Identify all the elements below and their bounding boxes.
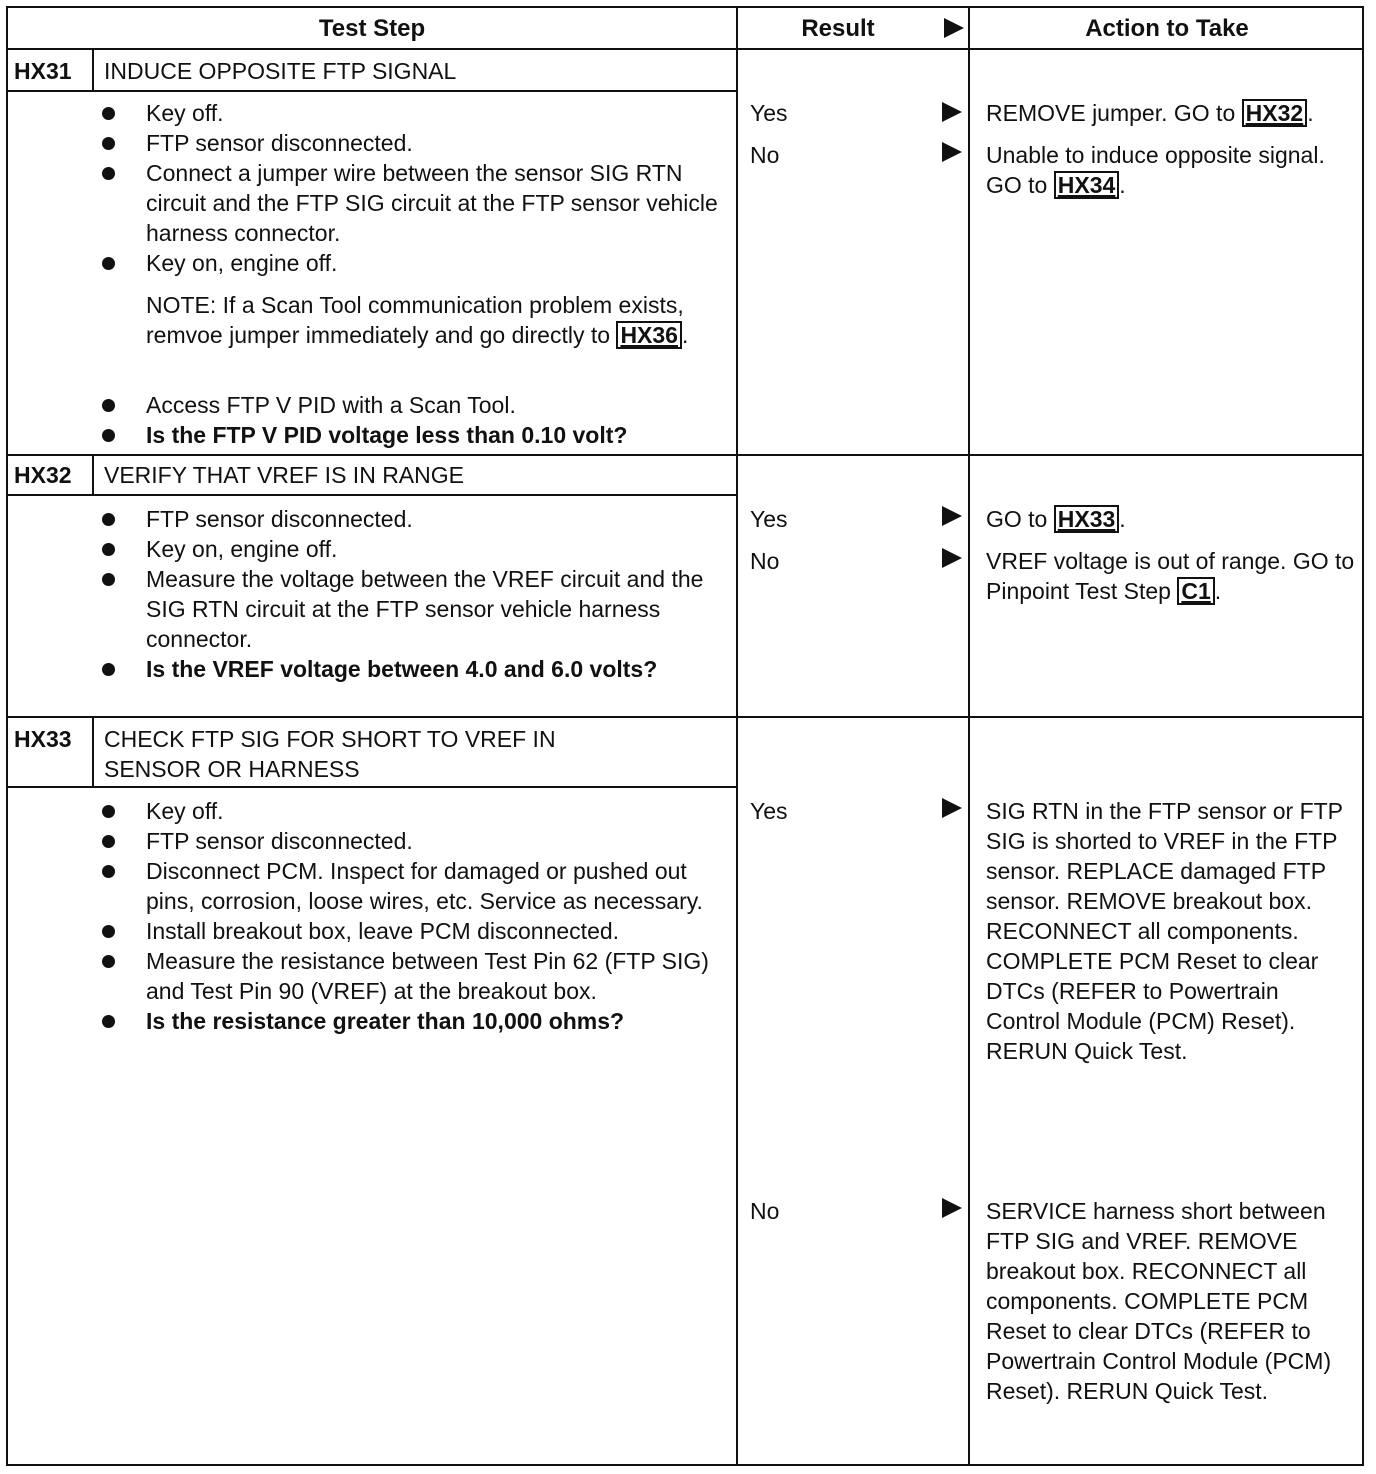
step-id-hx33: HX33 <box>14 726 72 752</box>
column-divider-result <box>736 8 738 1464</box>
action-text: GO to HX33 . <box>986 506 1126 532</box>
action-text: SERVICE harness short between FTP SIG and VREF. REMOVE breakout box. RECONNECT all components. COMPLETE PCM Reset to clear DTCs (REFER to Powertrain Control Module (PCM) Reset). RERUN Quick Test. <box>986 1198 1332 1404</box>
result-no: No <box>750 1198 780 1224</box>
action-text: SIG RTN in the FTP sensor or FTP SIG is shorted to VREF in the FTP sensor. REPLACE damaged FTP sensor. REMOVE breakout box. RECONNECT all components. COMPLETE PCM Reset to clear DTCs (REFER to Powertrain Control Module (PCM) Reset). RERUN Quick Test. <box>986 798 1343 1064</box>
step-id-hx32: HX32 <box>14 462 72 488</box>
step-title-hx32: VERIFY THAT VREF IS IN RANGE <box>104 462 464 488</box>
header-arrow-icon <box>944 18 964 38</box>
header-test-step: Test Step <box>318 15 426 42</box>
list-item: Key on, engine off. <box>100 248 720 278</box>
result-arrow-icon <box>942 798 962 818</box>
step-id-divider <box>92 48 94 92</box>
step-ref-link[interactable]: HX36 <box>616 321 682 349</box>
list-item: Measure the voltage between the VREF circuit and the SIG RTN circuit at the FTP sensor vehicle harness connector. <box>100 564 720 654</box>
result-arrow-icon <box>942 102 962 122</box>
list-item: Key off. <box>100 796 720 826</box>
step-bullets-hx31-b <box>100 390 720 450</box>
step-ref-link[interactable]: HX32 <box>1242 99 1308 127</box>
step-bullets-hx33 <box>100 796 720 1036</box>
list-item: FTP sensor disconnected. <box>100 826 720 856</box>
step-id-divider <box>92 454 94 496</box>
step-title-hx33: CHECK FTP SIG FOR SHORT TO VREF IN SENSOR OR HARNESS <box>104 726 556 782</box>
step-title-divider <box>8 90 736 92</box>
list-item: Measure the resistance between Test Pin 62 (FTP SIG) and Test Pin 90 (VREF) at the breakout box. <box>100 946 720 1006</box>
header-action: Action to Take <box>1085 15 1249 42</box>
step-title-hx31: INDUCE OPPOSITE FTP SIGNAL <box>104 58 457 84</box>
header-divider <box>8 48 1364 50</box>
step-id-divider <box>92 716 94 788</box>
step-ref-link[interactable]: C1 <box>1177 577 1214 605</box>
result-arrow-icon <box>942 1198 962 1218</box>
step-note-hx31: NOTE: If a Scan Tool communication problem exists, remvoe jumper immediately and go directly to HX36 . <box>146 292 689 348</box>
result-no: No <box>750 548 780 574</box>
step-question: Is the resistance greater than 10,000 ohms? <box>100 1006 720 1036</box>
result-yes: Yes <box>750 100 788 126</box>
step-bullets-hx32 <box>100 504 720 684</box>
result-yes: Yes <box>750 798 788 824</box>
result-yes: Yes <box>750 506 788 532</box>
step-divider <box>8 716 1364 718</box>
step-id-hx31: HX31 <box>14 58 72 84</box>
list-item: Install breakout box, leave PCM disconnected. <box>100 916 720 946</box>
list-item: Key off. <box>100 98 720 128</box>
action-text: REMOVE jumper. GO to HX32 . <box>986 100 1314 126</box>
list-item: Key on, engine off. <box>100 534 720 564</box>
list-item: Disconnect PCM. Inspect for damaged or pushed out pins, corrosion, loose wires, etc. Service as necessary. <box>100 856 720 916</box>
header-result: Result <box>801 15 875 42</box>
diagnostic-table <box>6 6 1364 1466</box>
action-text: Unable to induce opposite signal. GO to HX34 . <box>986 142 1325 198</box>
action-text: VREF voltage is out of range. GO to Pinpoint Test Step C1 . <box>986 548 1355 604</box>
step-divider <box>8 454 1364 456</box>
step-title-divider <box>8 786 736 788</box>
list-item: Access FTP V PID with a Scan Tool. <box>100 390 720 420</box>
result-arrow-icon <box>942 548 962 568</box>
step-ref-link[interactable]: HX34 <box>1054 171 1120 199</box>
step-ref-link[interactable]: HX33 <box>1054 505 1120 533</box>
step-question: Is the VREF voltage between 4.0 and 6.0 volts? <box>100 654 720 684</box>
result-arrow-icon <box>942 506 962 526</box>
result-arrow-icon <box>942 142 962 162</box>
step-question: Is the FTP V PID voltage less than 0.10 volt? <box>100 420 720 450</box>
column-divider-action <box>968 8 970 1464</box>
step-bullets-hx31 <box>100 98 720 278</box>
result-no: No <box>750 142 780 168</box>
list-item: FTP sensor disconnected. <box>100 128 720 158</box>
list-item: Connect a jumper wire between the sensor SIG RTN circuit and the FTP SIG circuit at the FTP sensor vehicle harness connector. <box>100 158 720 248</box>
list-item: FTP sensor disconnected. <box>100 504 720 534</box>
step-title-divider <box>8 494 736 496</box>
